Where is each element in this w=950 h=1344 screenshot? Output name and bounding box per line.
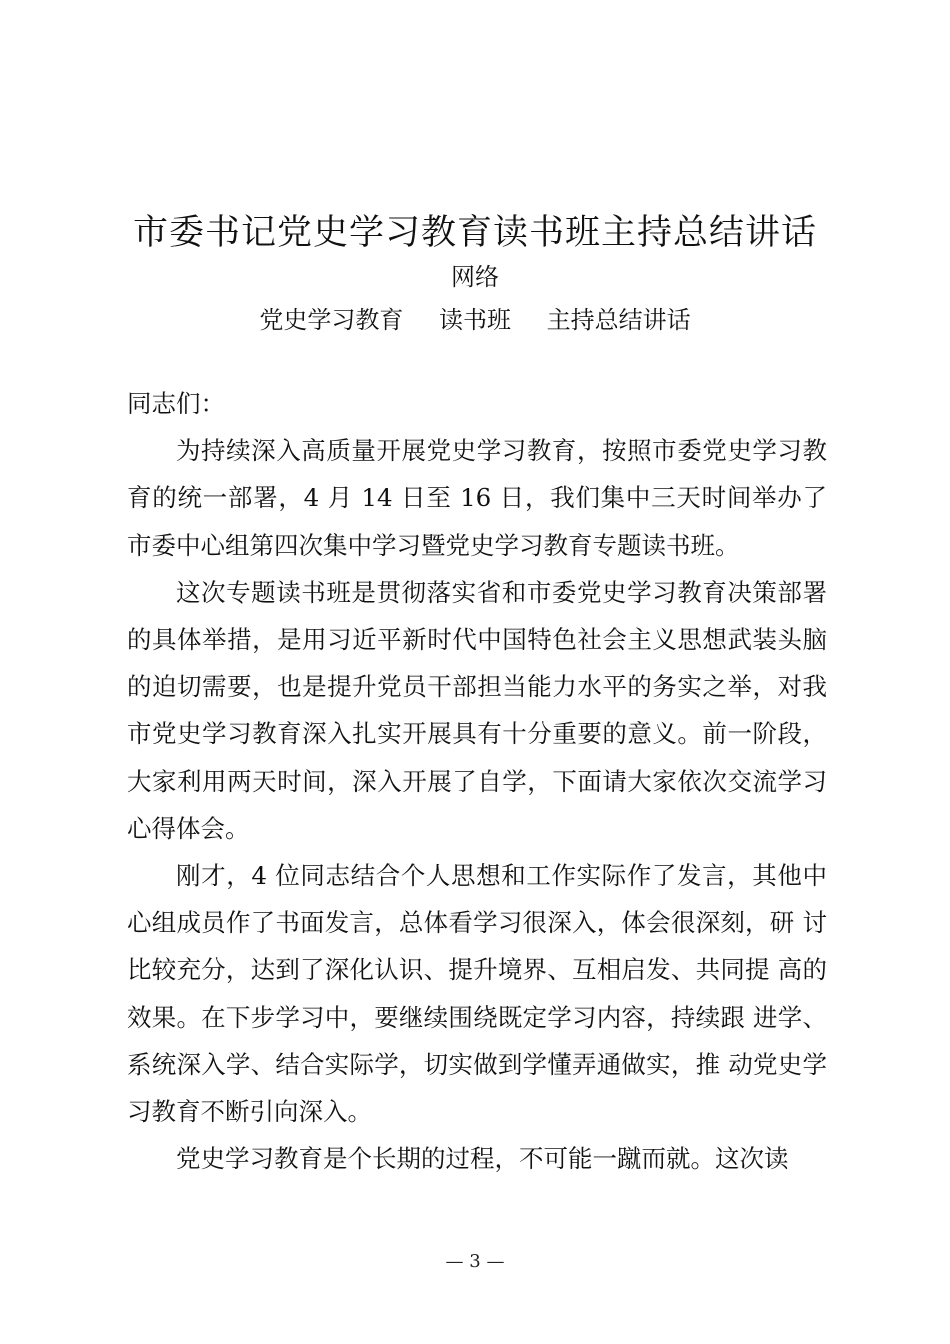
document-title: 市委书记党史学习教育读书班主持总结讲话 <box>132 213 817 253</box>
speech-body <box>127 380 827 1182</box>
keyword: 主持总结讲话 <box>546 306 691 334</box>
page-number: — 3 — <box>445 1251 505 1272</box>
paragraph: 党史学习教育是个长期的过程，不可能一蹴而就。这次读 <box>176 1144 789 1174</box>
paragraph: 这次专题读书班是贯彻落实省和市委党史学习教育决策部署的具体举措，是用习近平新时代中国特色社会主义思想武装头脑的迫切需要，也是提升党员干部担当能力水平的务实之举，对我市党史学习教育深入扎实开展具有十分重要的意义。前一阶段，大家利用两天时间，深入开展了自学，下面请大家依次交流学习心得体会。 <box>127 577 827 843</box>
keywords-line <box>0 300 950 340</box>
keyword: 读书班 <box>439 306 511 334</box>
paragraph: 刚才，4 位同志结合个人思想和工作实际作了发言，其他中心组成员作了书面发言，总体看学习很深入，体会很深刻，研 讨比较充分，达到了深化认识、提升境界、互相启发、共同提 高的效果。在下步学习中，要继续围绕既定学习内容，持续跟 进学、系统深入学、结合实际学，切实做到学懂弄通做实，推 动党史学习教育不断引向深入。 <box>127 861 827 1127</box>
author-line: 网络 <box>451 263 499 291</box>
paragraph: 为持续深入高质量开展党史学习教育，按照市委党史学习教育的统一部署，4 月 14 日至 16 日，我们集中三天时间举办了市委中心组第四次集中学习暨党史学习教育专题读书班。 <box>127 436 827 560</box>
keyword: 党史学习教育 <box>259 306 404 334</box>
salutation: 同志们： <box>127 389 225 418</box>
